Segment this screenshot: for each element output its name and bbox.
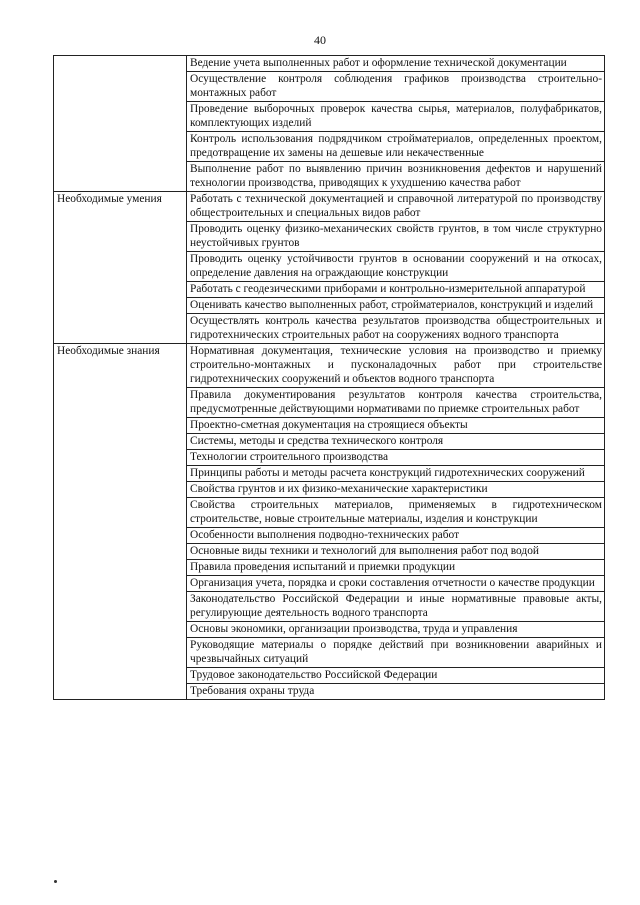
requirement-item: Ведение учета выполненных работ и оформление технической документации [187, 56, 605, 72]
requirement-item: Проводить оценку устойчивости грунтов в основании сооружений и на откосах, определение давления на ограждающие конструкции [187, 252, 605, 282]
requirement-item: Контроль использования подрядчиком стройматериалов, определенных проектом, предотвращение их замены на дешевые или некачественные [187, 132, 605, 162]
section-label: Необходимые умения [54, 192, 187, 344]
requirement-item: Правила проведения испытаний и приемки продукции [187, 560, 605, 576]
requirement-item: Свойства строительных материалов, применяемых в гидротехническом строительстве, новые строительные материалы, изделия и конструкции [187, 498, 605, 528]
requirement-item: Законодательство Российской Федерации и иные нормативные правовые акты, регулирующие деятельность водного транспорта [187, 592, 605, 622]
requirements-table-body [54, 56, 605, 700]
section-label: Необходимые знания [54, 344, 187, 700]
requirements-table [53, 55, 605, 700]
requirement-item: Проведение выборочных проверок качества сырья, материалов, полуфабрикатов, комплектующих изделий [187, 102, 605, 132]
requirement-item: Технологии строительного производства [187, 450, 605, 466]
requirement-item: Работать с геодезическими приборами и контрольно-измерительной аппаратурой [187, 282, 605, 298]
table-row [54, 192, 605, 222]
requirement-item: Проводить оценку физико-механических свойств грунтов, в том числе структурно неустойчивых грунтов [187, 222, 605, 252]
requirement-item: Системы, методы и средства технического контроля [187, 434, 605, 450]
requirement-item: Особенности выполнения подводно-технических работ [187, 528, 605, 544]
requirement-item: Требования охраны труда [187, 684, 605, 700]
requirement-item: Работать с технической документацией и справочной литературой по производству общестроительных и специальных видов работ [187, 192, 605, 222]
scan-speck [54, 880, 57, 883]
table-row [54, 56, 605, 72]
requirement-item: Организация учета, порядка и сроки составления отчетности о качестве продукции [187, 576, 605, 592]
requirement-item: Свойства грунтов и их физико-механические характеристики [187, 482, 605, 498]
table-row [54, 344, 605, 388]
requirement-item: Выполнение работ по выявлению причин возникновения дефектов и нарушений технологии производства, приводящих к ухудшению качества работ [187, 162, 605, 192]
requirement-item: Оценивать качество выполненных работ, стройматериалов, конструкций и изделий [187, 298, 605, 314]
requirement-item: Принципы работы и методы расчета конструкций гидротехнических сооружений [187, 466, 605, 482]
requirement-item: Трудовое законодательство Российской Федерации [187, 668, 605, 684]
requirement-item: Осуществлять контроль качества результатов производства общестроительных и гидротехнических строительных работ на сооружениях водного транспорта [187, 314, 605, 344]
requirement-item: Основы экономики, организации производства, труда и управления [187, 622, 605, 638]
section-label [54, 56, 187, 192]
requirement-item: Проектно-сметная документация на строящиеся объекты [187, 418, 605, 434]
page-number: 40 [314, 33, 326, 47]
requirement-item: Нормативная документация, технические условия на производство и приемку строительно-монтажных и пусконаладочных работ при строительстве гидротехнических сооружений и объектов водного транспорта [187, 344, 605, 388]
requirement-item: Основные виды техники и технологий для выполнения работ под водой [187, 544, 605, 560]
requirement-item: Правила документирования результатов контроля качества строительства, предусмотренные действующими нормативами по приемке строительных работ [187, 388, 605, 418]
requirement-item: Руководящие материалы о порядке действий при возникновении аварийных и чрезвычайных ситуаций [187, 638, 605, 668]
requirement-item: Осуществление контроля соблюдения графиков производства строительно-монтажных работ [187, 72, 605, 102]
